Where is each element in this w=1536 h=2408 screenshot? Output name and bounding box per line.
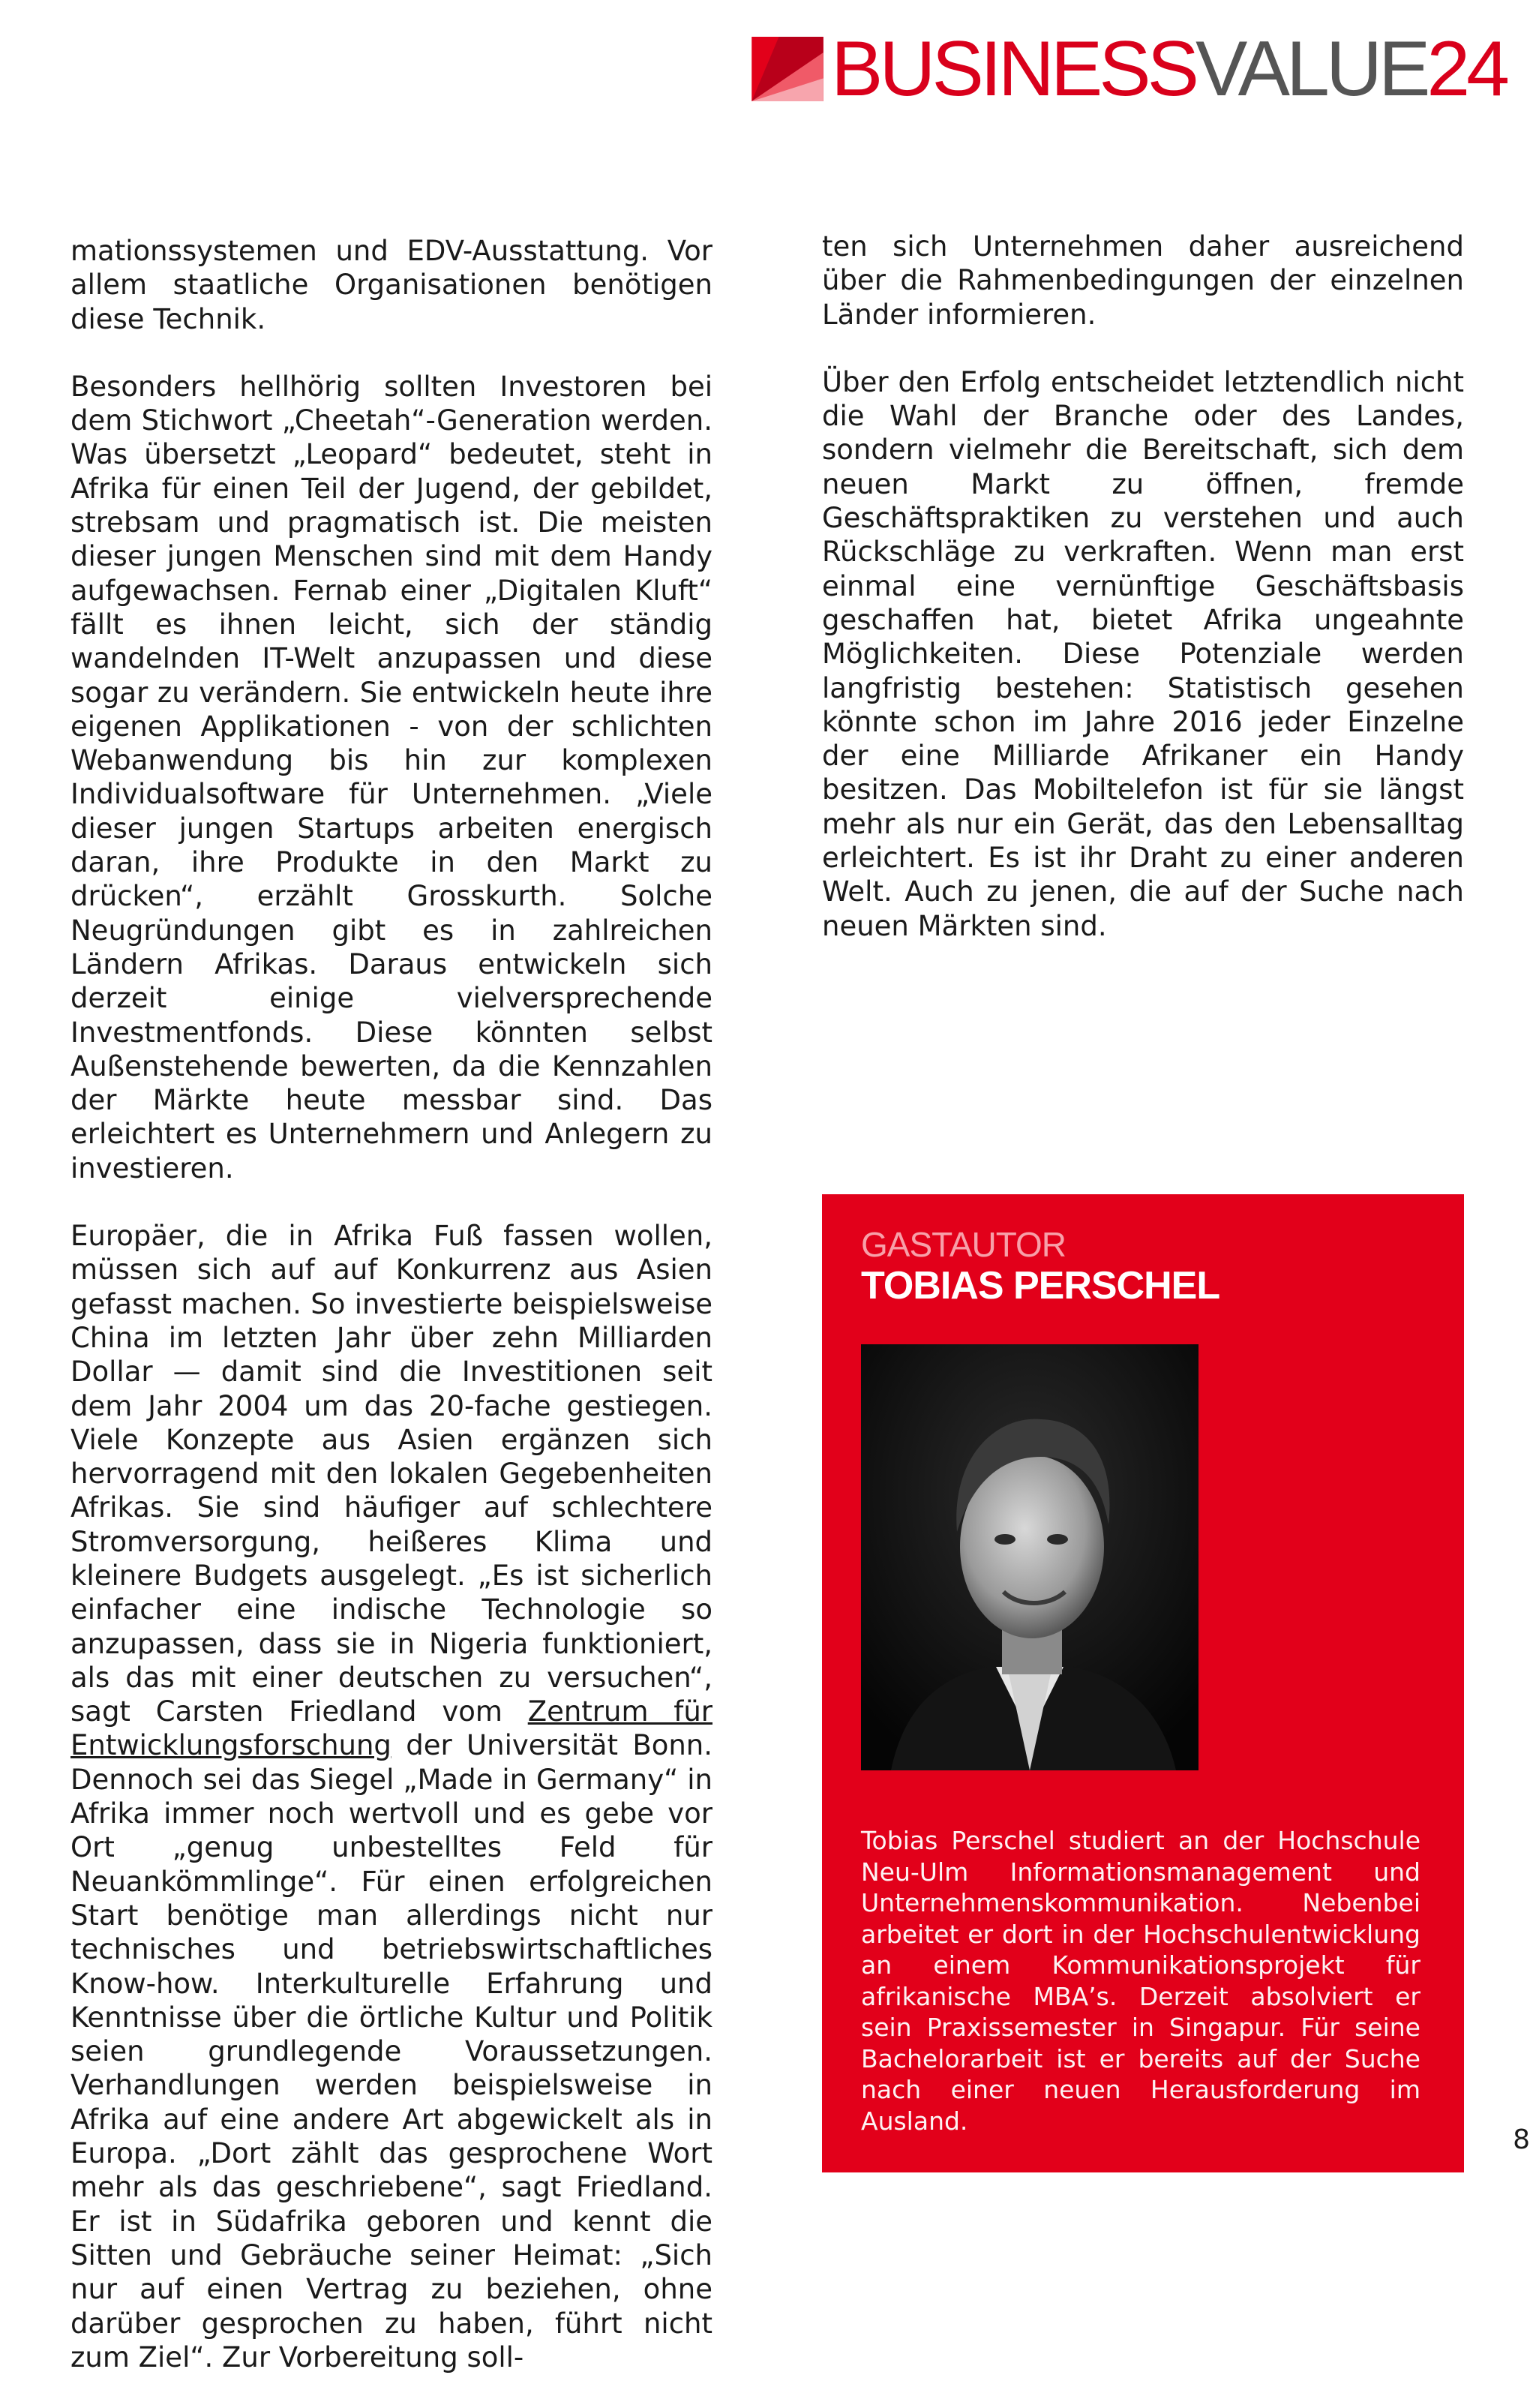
brand-logo <box>752 26 1506 113</box>
portrait-image <box>861 1344 1198 1770</box>
author-photo <box>861 1344 1198 1770</box>
author-name: TOBIAS PERSCHEL <box>861 1264 1220 1308</box>
article-paragraph <box>70 1219 712 2374</box>
author-bio: Tobias Perschel studiert an der Hochschule Neu-Ulm Informationsmanagement und Unternehmenskommunikation. Nebenbei arbeitet er dort in der Hochschulentwicklung an einem Kommunikationsprojekt für afrikanische MBA’s. Derzeit absolviert er sein Praxissemester in Singapur. Für seine Bachelorarbeit ist er bereits auf der Suche nach einer neuen Herausforderung im Ausland. <box>861 1826 1420 2136</box>
author-label: GASTAUTOR <box>861 1225 1066 1264</box>
guest-author-box <box>822 1194 1464 2172</box>
logo-mark-icon <box>752 37 824 101</box>
brand-word-business: BUSINESS <box>831 26 1196 113</box>
article-column-left <box>70 234 712 2408</box>
article-paragraph: Über den Erfolg entscheidet letztendlich nicht die Wahl der Branche oder des Landes, sondern vielmehr die Bereitschaft, sich dem neuen Markt zu öffnen, fremde Geschäftspraktiken zu verstehen und auch Rückschläge zu verkraften. Wenn man erst einmal eine vernünftige Geschäftsbasis geschaffen hat, bietet Afrika ungeahnte Möglichkeiten. Diese Potenziale werden langfristig bestehen: Statistisch gesehen könnte schon im Jahre 2016 jeder Einzelne der eine Milliarde Afrikaner ein Handy besitzen. Das Mobiltelefon ist für sie längst mehr als nur ein Gerät, das den Lebensalltag erleichtert. Es ist ihr Draht zu einer anderen Welt. Auch zu jenen, die auf der Suche nach neuen Märkten sind. <box>822 365 1464 942</box>
article-paragraph: Besonders hellhörig sollten Investoren bei dem Stichwort „Cheetah“-Generation werden. Was übersetzt „Leopard“ bedeutet, steht in Afrika für einen Teil der Jugend, der gebildet, strebsam und pragmatisch ist. Die meisten dieser jungen Menschen sind mit dem Handy aufgewachsen. Fernab einer „Digitalen Kluft“ fällt es ihnen leicht, sich der ständig wandelnden IT-Welt anzupassen und diese sogar zu verändern. Sie entwickeln heute ihre eigenen Applikationen - von der schlichten Webanwendung bis hin zur komplexen Individualsoftware für Unternehmen. „Viele dieser jungen Startups arbeiten energisch daran, ihre Produkte in den Markt zu drücken“, erzählt Grosskurth. Solche Neugründungen gibt es in zahlreichen Ländern Afrikas. Daraus entwickeln sich derzeit einige vielversprechende Investmentfonds. Diese könnten selbst Außenstehende bewerten, da die Kennzahlen der Märkte heute messbar sind. Das erleichtert es Unternehmern und Anlegern zu investieren. <box>70 370 712 1184</box>
article-column-right <box>822 230 1464 977</box>
paragraph-text: der Universität Bonn. Dennoch sei das Siegel „Made in Germany“ in Afrika immer noch wertvoll und es gebe vor Ort „genug unbestelltes Feld für Neuankömmlinge“. Für einen erfolgreichen Start benötige man allerdings nicht nur technisches und betriebswirtschaftliches Know-how. Interkulturelle Erfahrung und Kenntnisse über die örtliche Kultur und Politik seien grundlegende Voraussetzungen. Verhandlungen werden beispielsweise in Afrika auf eine andere Art abgewickelt als in Europa. „Dort zählt das gesprochene Wort mehr als das geschriebene“, sagt Friedland. Er ist in Südafrika geboren und kennt die Sitten und Gebräuche seiner Heimat: „Sich nur auf einen Vertrag zu beziehen, ohne darüber gesprochen zu haben, führt nicht zum Ziel“. Zur Vorbereitung soll- <box>70 1729 712 2373</box>
article-paragraph: mationssystemen und EDV-Ausstattung. Vor allem staatliche Organisationen benötigen diese Technik. <box>70 235 712 335</box>
article-paragraph: ten sich Unternehmen daher ausreichend über die Rahmenbedingungen der einzelnen Länder informieren. <box>822 230 1464 331</box>
brand-wordmark <box>831 26 1506 113</box>
brand-word-24: 24 <box>1426 26 1506 113</box>
zentrum-entwicklungsforschung-link[interactable]: Zentrum für Entwicklungsforschung <box>70 1695 712 1762</box>
paragraph-text: Europäer, die in Afrika Fuß fassen wollen, müssen sich auf auf Konkurrenz aus Asien gefasst machen. So investierte beispielsweise China im letzten Jahr über zehn Milliarden Dollar — damit sind die Investitionen seit dem Jahr 2004 um das 20-fache gestiegen. Viele Konzepte aus Asien ergänzen sich hervorragend mit den lokalen Gegebenheiten Afrikas. Sie sind häufiger auf schlechtere Stromversorgung, heißeres Klima und kleinere Budgets ausgelegt. „Es ist sicherlich einfacher eine indische Technologie so anzupassen, dass sie in Nigeria funktioniert, als das mit einer deutschen zu versuchen“, sagt Carsten Friedland vom <box>70 1220 712 1728</box>
brand-word-value: VALUE <box>1195 26 1427 113</box>
page-number: 8 <box>1513 2124 1530 2155</box>
